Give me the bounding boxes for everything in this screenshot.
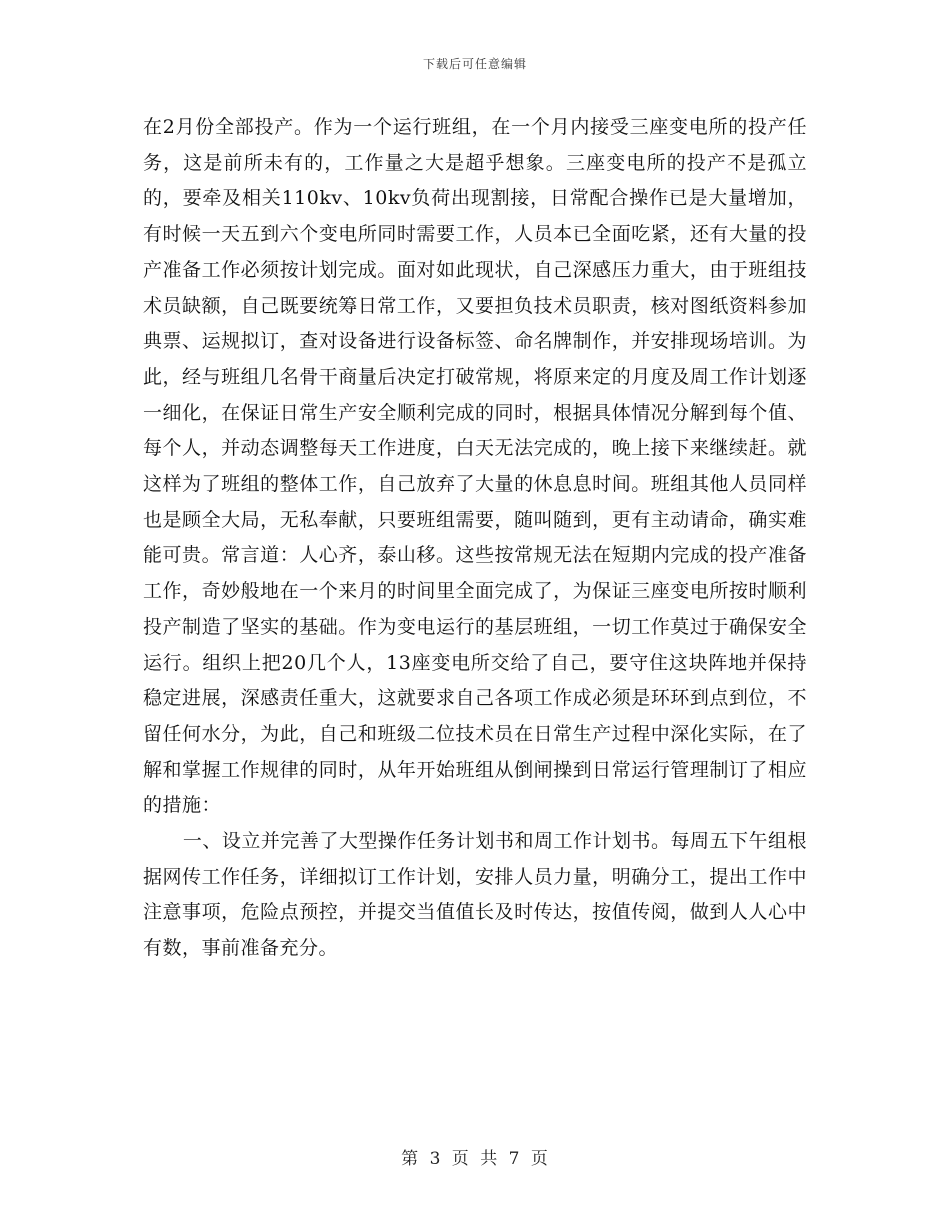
page-number: 第 3 页 共 7 页 bbox=[401, 1149, 549, 1169]
body-paragraph-2: 一、设立并完善了大型操作任务计划书和周工作计划书。每周五下午组根据网传工作任务，详细拟订工作计划，安排人员力量，明确分工，提出工作中注意事项，危险点预控，并提交当值值长及时传达，按值传阅，做到人人心中有数，事前准备充分。 bbox=[143, 830, 807, 960]
page-header-note: 下载后可任意编辑 bbox=[422, 57, 527, 71]
body-paragraph-1: 在2月份全部投产。作为一个运行班组，在一个月内接受三座变电所的投产任务，这是前所未有的，工作量之大是超乎想象。三座变电所的投产不是孤立的，要牵及相关110kv、10kv负荷出现割接，日常配合操作已是大量增加，有时候一天五到六个变电所同时需要工作，人员本已全面吃紧，还有大量的投产准备工作必须按计划完成。面对如此现状，自己深感压力重大，由于班组技术员缺额，自己既要统筹日常工作，又要担负技术员职责，核对图纸资料参加典票、运规拟订，查对设备进行设备标签、命名牌制作，并安排现场培训。为此，经与班组几名骨干商量后决定打破常规，将原来定的月度及周工作计划逐一细化，在保证日常生产安全顺利完成的同时，根据具体情况分解到每个值、每个人，并动态调整每天工作进度，白天无法完成的，晚上接下来继续赶。就这样为了班组的整体工作，自己放弃了大量的休息息时间。班组其他人员同样也是顾全大局，无私奉献，只要班组需要，随叫随到，更有主动请命，确实难能可贵。常言道：人心齐，泰山移。这些按常规无法在短期内完成的投产准备工作，奇妙般地在一个来月的时间里全面完成了，为保证三座变电所按时顺利投产制造了坚实的基础。作为变电运行的基层班组，一切工作莫过于确保安全运行。组织上把20几个人，13座变电所交给了自己，要守住这块阵地并保持稳定进展，深感责任重大，这就要求自己各项工作成必须是环环到点到位，不留任何水分，为此，自己和班级二位技术员在日常生产过程中深化实际，在了解和掌握工作规律的同时，从年开始班组从倒闸操到日常运行管理制订了相应的措施： bbox=[143, 116, 807, 817]
document-body bbox=[143, 110, 807, 967]
